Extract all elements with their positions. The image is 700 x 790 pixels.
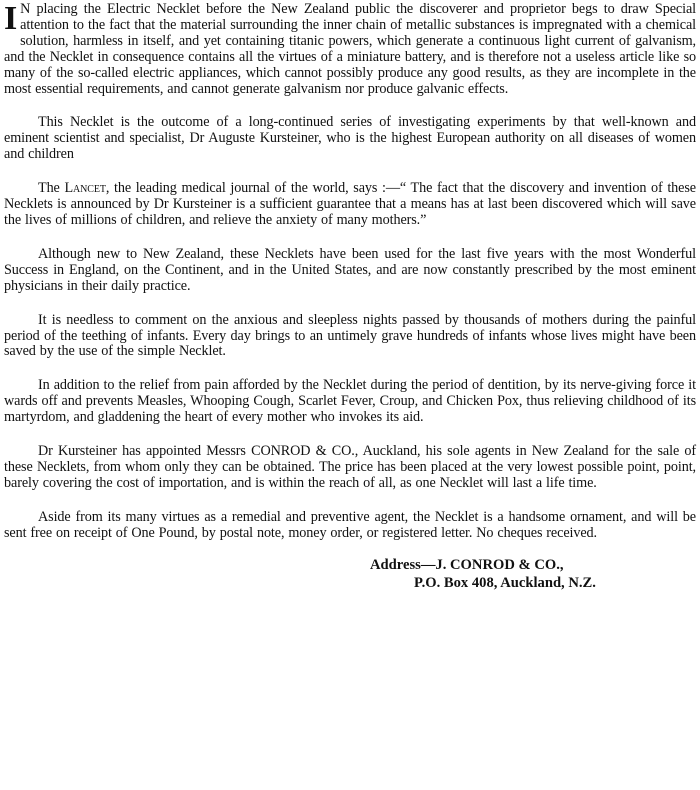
paragraph-mothers: It is needless to comment on the anxious and sleepless nights passed by thousands of mothers during the painful period of the teething of infants. Every day brings to an untimely grave hundreds of infants whose lives might have been saved by the use of the simple Necklet. xyxy=(4,311,696,360)
lancet-quote-text: , the leading medical journal of the world, says :—“ The fact that the discovery and invention of these Necklets is announced by Dr Kursteiner is a sufficient guarantee that a means has at last been discovered which will save the lives of millions of children, and relieve the anxiety of many mothers.” xyxy=(4,180,696,228)
address-line-1: Address—J. CONROD & CO., xyxy=(370,556,564,573)
lancet-intro: The xyxy=(38,180,65,197)
drop-cap: I xyxy=(4,0,18,37)
paragraph-origin: This Necklet is the outcome of a long-continued series of investigating experiments by that well-known and eminent scientist and specialist, Dr Auguste Kursteiner, who is the highest European authority on all diseases of women and children xyxy=(4,114,696,163)
paragraph-ornament: Aside from its many virtues as a remedial and preventive agent, the Necklet is a handsome ornament, and will be sent free on receipt of One Pound, by postal note, money order, or registered letter. No cheques received. xyxy=(4,508,696,541)
paragraph-lancet-quote xyxy=(4,181,696,229)
introduction-text: N placing the Electric Necklet before the New Zealand public the discoverer and proprietor begs to draw Special attention to the fact that the material surrounding the inner chain of metallic substances is impregnated with a chemical solution, harmless in itself, and yet containing titanic powers, which generate a continuous light current of galvanism, and the Necklet in consequence contains all the virtues of a miniature battery, and is therefore not a useless article like so many of the so-called electric appliances, which cannot possibly produce any good results, as they are incomplete in the most essential requirements, and cannot generate galvanism nor produce galvanic effects. xyxy=(4,1,696,97)
paragraph-introduction xyxy=(4,2,696,97)
address-block xyxy=(4,556,696,592)
paragraph-dentition: In addition to the relief from pain afforded by the Necklet during the period of dentition, by its nerve-giving force it wards off and prevents Measles, Whooping Cough, Scarlet Fever, Croup, and Chicken Pox, thus relieving childhood of its martyrdom, and gladdening the heart of every mother who invokes its aid. xyxy=(4,377,696,426)
lancet-name: Lancet xyxy=(64,180,106,197)
paragraph-agents: Dr Kursteiner has appointed Messrs CONROD & CO., Auckland, his sole agents in New Zealand for the sale of these Necklets, from whom only they can be obtained. The price has been placed at the very lowest possible point, point, barely covering the cost of importation, and is within the reach of all, as one Necklet will last a life time. xyxy=(4,443,696,491)
address-line-2: P.O. Box 408, Auckland, N.Z. xyxy=(414,574,596,591)
paragraph-success: Although new to New Zealand, these Necklets have been used for the last five years with the most Wonderful Success in England, on the Continent, and in the United States, and are now constantly prescribed by the most eminent physicians in their daily practice. xyxy=(4,245,696,294)
